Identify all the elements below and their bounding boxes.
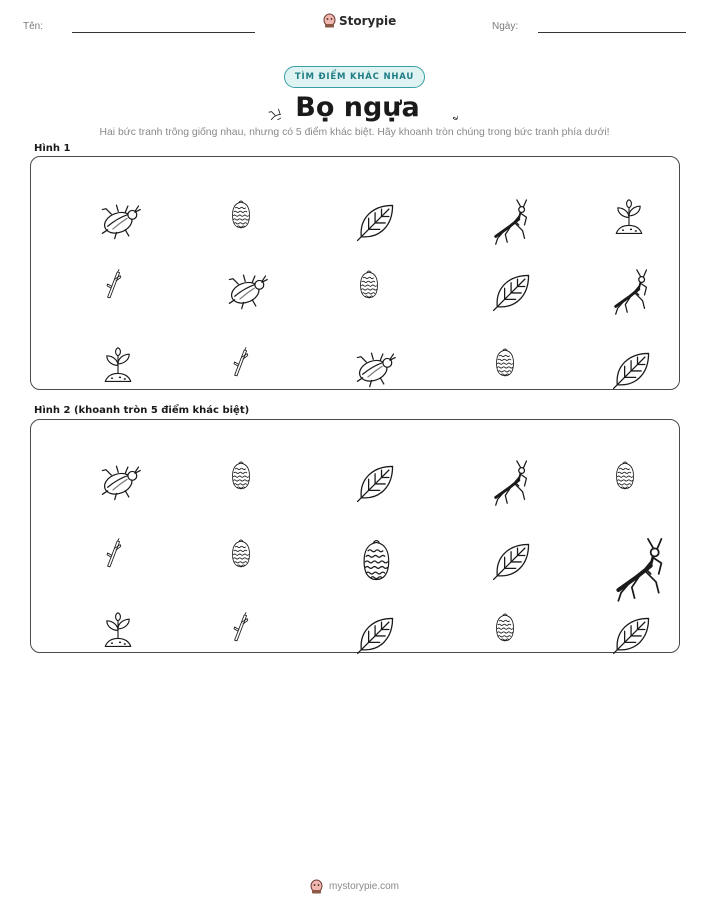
activity-badge: TÌM ĐIỂM KHÁC NHAU [284, 66, 425, 88]
cocoon-icon[interactable] [593, 436, 625, 484]
mantis-icon[interactable] [574, 504, 644, 571]
cocoon-icon[interactable] [337, 245, 369, 293]
beetle-icon[interactable] [73, 438, 123, 482]
cocoon-icon[interactable] [209, 514, 241, 562]
page-title: Bọ ngựa [295, 91, 420, 123]
leaf-icon[interactable] [330, 437, 376, 483]
name-line[interactable] [72, 32, 255, 33]
picture2-panel[interactable] [30, 419, 680, 653]
twig-icon[interactable] [210, 323, 240, 371]
mantis-icon[interactable] [464, 436, 514, 484]
beetle-icon[interactable] [200, 247, 250, 291]
title-beetle-icon [251, 90, 281, 124]
date-label: Ngày: [492, 21, 519, 32]
cocoon-icon[interactable] [209, 436, 241, 484]
twig-icon[interactable] [210, 588, 240, 636]
leaf-icon[interactable] [586, 589, 632, 635]
cocoon-icon[interactable] [473, 323, 505, 371]
title-row [0, 90, 709, 124]
sprout-icon[interactable] [78, 589, 118, 635]
leaf-icon[interactable] [466, 246, 512, 292]
leaf-icon[interactable] [330, 176, 376, 222]
twig-icon[interactable] [83, 514, 113, 562]
storypie-mascot-icon [323, 13, 336, 28]
footer-url[interactable]: mystorypie.com [328, 881, 399, 892]
cocoon-icon[interactable] [330, 503, 376, 573]
leaf-icon[interactable] [586, 324, 632, 370]
brand-logo [323, 13, 396, 28]
beetle-icon[interactable] [73, 177, 123, 221]
footer-mascot-icon [310, 879, 323, 894]
beetle-icon[interactable] [328, 325, 378, 369]
cocoon-icon[interactable] [473, 588, 505, 636]
name-label: Tên: [23, 21, 44, 32]
picture2-label: Hình 2 (khoanh tròn 5 điểm khác biệt) [34, 405, 250, 416]
picture1-panel[interactable] [30, 156, 680, 390]
leaf-icon[interactable] [466, 515, 512, 561]
brand-name: Storypie [339, 13, 397, 28]
sprout-icon[interactable] [589, 176, 629, 222]
title-twig-icon [434, 90, 458, 124]
footer [0, 879, 709, 894]
mantis-icon[interactable] [584, 245, 634, 293]
date-line[interactable] [538, 32, 686, 33]
cocoon-icon[interactable] [209, 175, 241, 223]
sprout-icon[interactable] [78, 324, 118, 370]
instructions-text: Hai bức tranh trông giống nhau, nhưng có 5 điểm khác biệt. Hãy khoanh tròn chúng trong bức tranh phía dưới! [99, 127, 610, 138]
twig-icon[interactable] [83, 245, 113, 293]
leaf-icon[interactable] [330, 589, 376, 635]
picture1-label: Hình 1 [34, 143, 71, 154]
mantis-icon[interactable] [464, 175, 514, 223]
